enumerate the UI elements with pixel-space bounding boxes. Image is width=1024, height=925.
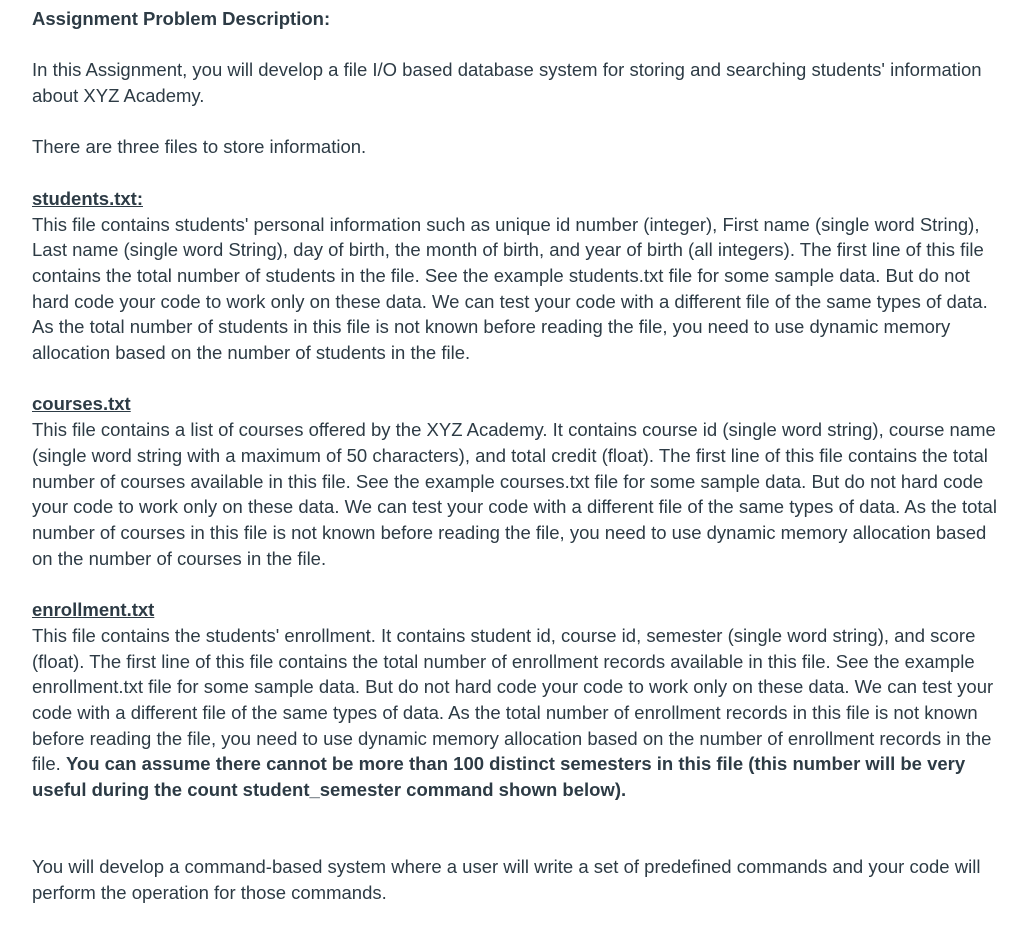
courses-file-heading: courses.txt bbox=[32, 393, 131, 415]
spacer bbox=[32, 366, 1007, 392]
spacer bbox=[32, 160, 1007, 186]
files-intro-paragraph: There are three files to store information. bbox=[32, 136, 367, 158]
courses-file-description: This file contains a list of courses offered by the XYZ Academy. It contains course id (single word string), course name (single word string with a maximum of 50 characters), and total credit (float). The first line of this file contains the total number of courses available in this file. See the example courses.txt file for some sample data. But do not hard code your code to work only on these data. We can test your code with a different file of the same types of data. As the total number of courses in this file is not known before reading the file, you need to use dynamic memory allocation based on the number of courses in the file. bbox=[32, 419, 997, 569]
intro-paragraph: In this Assignment, you will develop a file I/O based database system for storing and searching students' information about XYZ Academy. bbox=[32, 59, 982, 107]
students-file-description: This file contains students' personal information such as unique id number (integer), First name (single word String), Last name (single word String), day of birth, the month of birth, and year of birth (all integers). The first line of this file contains the total number of students in the file. See the example students.txt file for some sample data. But do not hard code your code to work only on these data. We can test your code with a different file of the same types of data. As the total number of students in this file is not known before reading the file, you need to use dynamic memory allocation based on the number of students in the file. bbox=[32, 213, 988, 364]
enrollment-file-heading: enrollment.txt bbox=[32, 599, 155, 621]
students-file-section bbox=[32, 186, 1007, 366]
spacer bbox=[32, 571, 1007, 597]
closing-paragraph: You will develop a command-based system where a user will write a set of predefined commands and your code will perform the operation for those commands. bbox=[32, 856, 981, 903]
enrollment-file-description bbox=[32, 623, 1007, 803]
students-file-heading: students.txt: bbox=[32, 187, 143, 209]
enrollment-semester-note: You can assume there cannot be more than 100 distinct semesters in this file (this number will be very useful during the count student_semester command shown below). bbox=[32, 753, 966, 801]
page-title: Assignment Problem Description: bbox=[32, 8, 331, 29]
assignment-description bbox=[32, 6, 1007, 906]
enrollment-file-text: This file contains the students' enrollment. It contains student id, course id, semester (single word string), and score (float). The first line of this file contains the total number of enrollment records available in this file. See the example enrollment.txt file for some sample data. But do not hard code your code to work only on these data. We can test your code with a different file of the same types of data. As the total number of enrollment records in this file is not known before reading the file, you need to use dynamic memory allocation based on the number of enrollment records in the file. bbox=[32, 624, 994, 775]
spacer bbox=[32, 32, 1007, 58]
spacer bbox=[32, 803, 1007, 854]
enrollment-file-section bbox=[32, 597, 1007, 803]
courses-file-section bbox=[32, 391, 1007, 571]
spacer bbox=[32, 109, 1007, 135]
